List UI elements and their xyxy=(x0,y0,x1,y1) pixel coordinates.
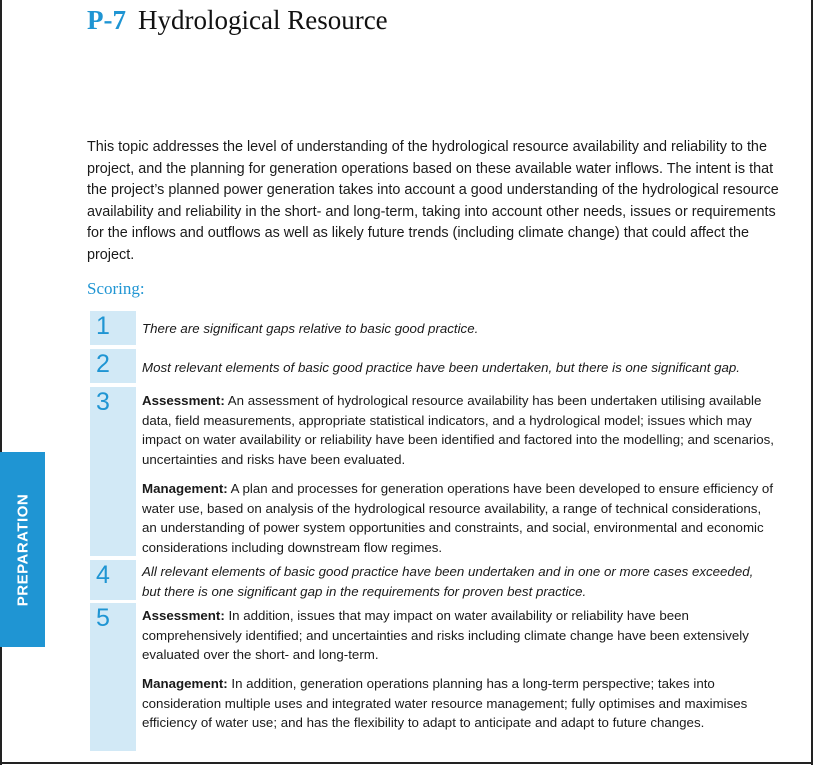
page-left-border xyxy=(0,0,2,765)
assessment-text: In addition, issues that may impact on water availability or reliability have been comprehensively identified; and uncertainties and risks including climate change have been extensively evaluated over the short- and long-term. xyxy=(142,608,749,663)
score-2-text: Most relevant elements of basic good practice have been undertaken, but there is one significant gap. xyxy=(142,360,740,375)
score-3-management xyxy=(142,479,774,557)
management-text: A plan and processes for generation operations have been developed to ensure efficiency of water use, based on analysis of the hydrological resource availability, a range of technical considerations, an understanding of power system opportunities and constraints, and social, environmental and economic considerations including downstream flow regimes. xyxy=(142,481,774,555)
side-tab-label: PREPARATION xyxy=(14,493,31,606)
score-number-1: 1 xyxy=(90,311,136,345)
section-side-tab xyxy=(0,452,45,647)
score-4-text: All relevant elements of basic good practice have been undertaken and in one or more cases exceeded, but there is one significant gap in the requirements for proven best practice. xyxy=(142,564,754,599)
score-number-5: 5 xyxy=(90,603,136,751)
assessment-label: Assessment: xyxy=(142,608,225,623)
topic-code: P-7 xyxy=(87,5,126,35)
page-title xyxy=(87,2,388,38)
score-5-management xyxy=(142,674,774,733)
assessment-text: An assessment of hydrological resource availability has been undertaken utilising available data, field measurements, appropriate statistical indicators, and a hydrological model; issues which may impact on water availability or reliability have been identified and factored into the modelling; and scenarios, uncertainties and risks have been evaluated. xyxy=(142,393,774,467)
score-number-4: 4 xyxy=(90,560,136,600)
page-bottom-border xyxy=(0,762,813,764)
score-1-text: There are significant gaps relative to basic good practice. xyxy=(142,321,479,336)
assessment-label: Assessment: xyxy=(142,393,225,408)
score-number-3: 3 xyxy=(90,387,136,556)
intro-paragraph: This topic addresses the level of understanding of the hydrological resource availability and reliability to the project, and the planning for generation operations based on these available water inflows. The intent is that the project’s planned power generation takes into account a good understanding of the hydrological resource availability and reliability in the short- and long-term, taking into account other needs, issues or requirements for the inflows and outflows as well as likely future trends (including climate change) that could affect the project. xyxy=(87,139,779,263)
score-5-assessment xyxy=(142,606,774,665)
management-label: Management: xyxy=(142,676,228,691)
page-right-border xyxy=(811,0,813,765)
score-number-2: 2 xyxy=(90,349,136,383)
topic-title: Hydrological Resource xyxy=(137,5,388,35)
management-text: In addition, generation operations planning has a long-term perspective; takes into consideration multiple uses and integrated water resource management; fully optimises and maximises efficiency of water use; and has the flexibility to adapt to anticipate and adapt to future changes. xyxy=(142,676,748,731)
score-3-assessment xyxy=(142,391,774,469)
management-label: Management: xyxy=(142,481,228,496)
scoring-heading: Scoring: xyxy=(87,279,145,298)
